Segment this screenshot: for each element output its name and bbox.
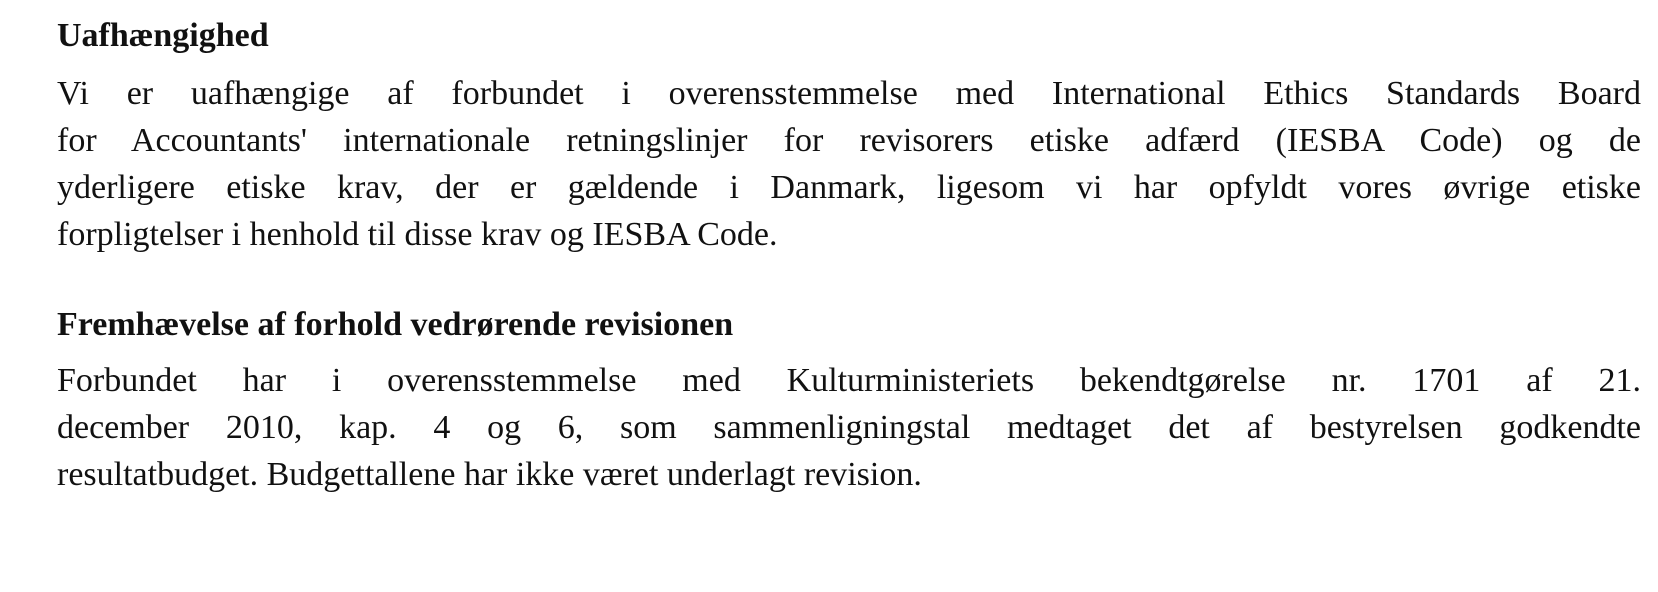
body-line: forpligtelser i henhold til disse krav og IESBA Code.: [57, 216, 778, 253]
section-heading-independence: Uafhængighed: [57, 17, 269, 54]
body-line: december 2010, kap. 4 og 6, som sammenligningstal medtaget det af bestyrelsen godkendte: [57, 409, 1641, 446]
body-line: for Accountants' internationale retningslinjer for revisorers etiske adfærd (IESBA Code) og de: [57, 122, 1641, 159]
section-body-emphasis: [57, 357, 1641, 498]
section-body-independence: [57, 70, 1641, 258]
body-line: Forbundet har i overensstemmelse med Kulturministeriets bekendtgørelse nr. 1701 af 21.: [57, 362, 1641, 399]
body-line: resultatbudget. Budgettallene har ikke været underlagt revision.: [57, 456, 922, 493]
document-page: [57, 14, 1641, 498]
section-heading-emphasis: Fremhævelse af forhold vedrørende revisionen: [57, 306, 734, 343]
body-line: Vi er uafhængige af forbundet i overensstemmelse med International Ethics Standards Board: [57, 75, 1641, 112]
body-line: yderligere etiske krav, der er gældende i Danmark, ligesom vi har opfyldt vores øvrige etiske: [57, 169, 1641, 206]
